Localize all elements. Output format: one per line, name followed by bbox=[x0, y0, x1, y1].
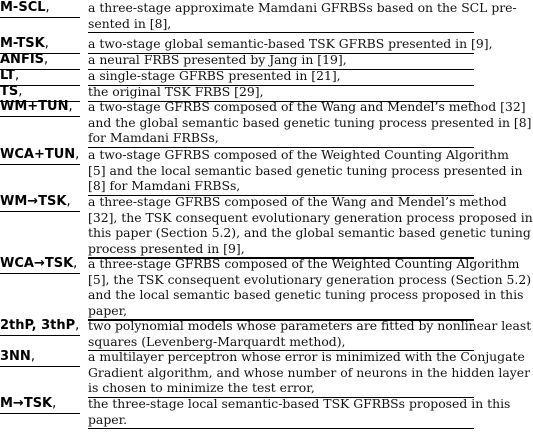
description-line: a single-stage GFRBS presented in [21], bbox=[88, 68, 341, 83]
description-line: Gradient algorithm, and whose number of neurons in the hidden layer bbox=[88, 364, 531, 380]
definition-description bbox=[88, 68, 474, 84]
term-underline bbox=[0, 413, 80, 414]
description-line: a two-stage GFRBS composed of the Wang and Mendel’s method [32] bbox=[88, 99, 526, 114]
definition-description bbox=[88, 84, 474, 100]
term-separator: , bbox=[66, 194, 71, 209]
description-line: the three-stage local semantic-based TSK GFRBSs proposed in this bbox=[88, 396, 511, 411]
term-separator: , bbox=[73, 256, 78, 271]
definition-term: 3NN, bbox=[0, 349, 35, 364]
description-line: a multilayer perceptron whose error is minimized with the Conjugate bbox=[88, 349, 525, 364]
description-line: a two-stage GFRBS composed of the Weighted Counting Algorithm bbox=[88, 147, 509, 162]
term-separator: , bbox=[68, 99, 73, 114]
term-underline bbox=[0, 116, 80, 117]
definition-term: LT, bbox=[0, 68, 20, 83]
term-separator: , bbox=[18, 84, 23, 99]
description-line: and the local semantic based genetic tuning process proposed in this bbox=[88, 287, 524, 303]
description-line: squares (Levenberg-Marquardt method), bbox=[88, 333, 346, 349]
definition-term: M-TSK, bbox=[0, 36, 49, 51]
term-separator: , bbox=[45, 0, 50, 15]
term-underline bbox=[0, 17, 80, 18]
definition-term: M-SCL, bbox=[0, 0, 50, 15]
term-underline bbox=[0, 335, 80, 336]
description-underline bbox=[88, 428, 474, 429]
definition-term: 2thP, 3thP, bbox=[0, 318, 80, 333]
description-line: for Mamdani FRBSs, bbox=[88, 130, 219, 146]
term-separator: , bbox=[75, 318, 80, 333]
description-line: sented in [8], bbox=[88, 15, 172, 31]
definition-description bbox=[88, 318, 532, 349]
description-line: a neural FRBS presented by Jang in [19], bbox=[88, 52, 347, 67]
description-line: a two-stage global semantic-based TSK GFRBS presented in [9], bbox=[88, 36, 493, 51]
term-separator: , bbox=[75, 147, 80, 162]
description-line: this paper (Section 5.2), and the global semantic based genetic tuning bbox=[88, 225, 531, 241]
term-separator: , bbox=[15, 68, 20, 83]
description-line: two polynomial models whose parameters are fitted by nonlinear least bbox=[88, 318, 532, 333]
definition-term: WCA→TSK, bbox=[0, 256, 78, 271]
definition-term: WCA+TUN, bbox=[0, 147, 80, 162]
term-underline bbox=[0, 273, 80, 274]
definition-description bbox=[88, 256, 532, 318]
definition-description bbox=[88, 147, 523, 194]
description-line: paper, bbox=[88, 302, 128, 318]
definition-description bbox=[88, 194, 533, 256]
definition-description bbox=[88, 52, 474, 68]
term-separator: , bbox=[44, 52, 49, 67]
term-underline bbox=[0, 366, 80, 367]
description-line: and the global semantic based genetic tuning process presented in [8] bbox=[88, 114, 532, 130]
description-line: process presented in [9], bbox=[88, 240, 245, 256]
definition-description bbox=[88, 99, 532, 146]
term-separator: , bbox=[52, 396, 57, 411]
definition-term: M→TSK, bbox=[0, 396, 57, 411]
definition-description bbox=[88, 396, 511, 427]
description-line: [5] and the local semantic based genetic tuning process presented in bbox=[88, 162, 523, 178]
term-underline bbox=[0, 164, 80, 165]
definition-term: WM→TSK, bbox=[0, 194, 71, 209]
description-line: is chosen to minimize the test error, bbox=[88, 380, 315, 396]
description-line: a three-stage approximate Mamdani GFRBSs based on the SCL pre- bbox=[88, 0, 517, 15]
description-line: a three-stage GFRBS composed of the Weighted Counting Algorithm bbox=[88, 256, 520, 271]
description-line: the original TSK FRBS [29], bbox=[88, 84, 264, 99]
definition-description bbox=[88, 349, 531, 396]
description-line: paper. bbox=[88, 411, 128, 427]
term-underline bbox=[0, 211, 80, 212]
definition-description bbox=[88, 0, 517, 31]
description-line: [8] for Mamdani FRBSs, bbox=[88, 178, 241, 194]
definition-term: ANFIS, bbox=[0, 52, 49, 67]
definition-description bbox=[88, 36, 493, 52]
description-line: a three-stage GFRBS composed of the Wang and Mendel’s method bbox=[88, 194, 507, 209]
description-line: [32], the TSK consequent evolutionary generation process proposed in bbox=[88, 209, 533, 225]
definition-term: WM+TUN, bbox=[0, 99, 73, 114]
description-underline bbox=[88, 32, 474, 33]
definition-term: TS, bbox=[0, 84, 23, 99]
term-separator: , bbox=[44, 36, 49, 51]
term-separator: , bbox=[30, 349, 35, 364]
description-line: [5], the TSK consequent evolutionary generation process (Section 5.2) bbox=[88, 271, 532, 287]
